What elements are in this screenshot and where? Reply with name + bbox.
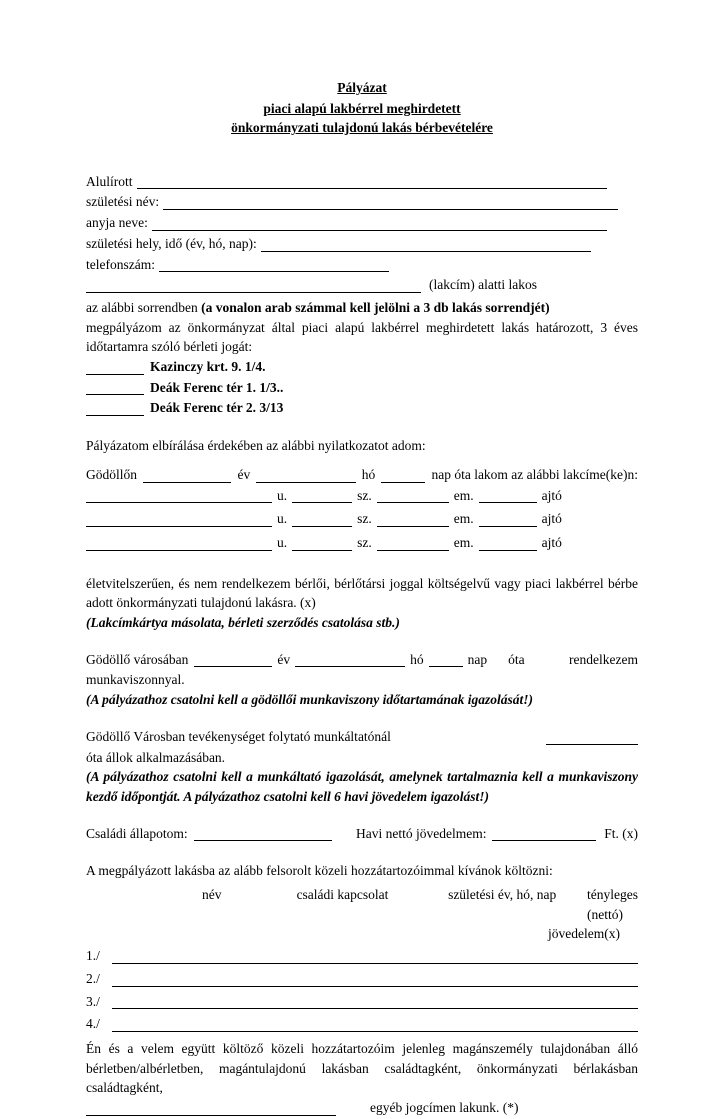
address-ajto-label-3: ajtó: [541, 534, 562, 550]
employer-line: [86, 727, 638, 748]
employment-second-line: munkaviszonnyal.: [86, 672, 185, 688]
closing-section: [86, 1039, 638, 1119]
movers-intro: A megpályázott lakásba az alább felsorolt közeli hozzátartozóimmal kívánok költözni:: [86, 863, 553, 879]
declaration-section: [86, 436, 638, 633]
identity-section: [86, 172, 638, 296]
family-status-label: Családi állapotom:: [86, 825, 188, 841]
employment-month-label: hó: [410, 651, 424, 667]
mover-row-1: [86, 946, 638, 967]
employment-year-input[interactable]: [194, 647, 272, 668]
option-label-2: Deák Ferenc tér 1. 1/3..: [150, 379, 284, 395]
employment-city-label: Gödöllő városában: [86, 651, 189, 667]
address-em-label-1: em.: [453, 487, 474, 503]
option-label-3: Deák Ferenc tér 2. 3/13: [150, 400, 284, 416]
address-sz-label-3: sz.: [357, 534, 372, 550]
mover-number-3: 3./: [86, 993, 100, 1009]
document-title: [86, 78, 638, 138]
mover-number-4: 4./: [86, 1016, 100, 1032]
mover-number-2: 2./: [86, 970, 100, 986]
mover-input-2[interactable]: [112, 966, 638, 987]
title-line-2: piaci alapú lakbérrel meghirdetett: [263, 100, 461, 116]
address-row-3: [86, 533, 638, 554]
address-em-label-3: em.: [453, 534, 474, 550]
mover-input-1[interactable]: [112, 943, 638, 964]
family-section: [86, 824, 638, 1035]
address-u-label-3: u.: [277, 534, 288, 550]
closing-input[interactable]: [86, 1095, 336, 1116]
employer-second-line: óta állok alkalmazásában.: [86, 749, 226, 765]
order-paragraph: megpályázom az önkormányzat által piaci alapú lakbérrel meghirdetett lakás határozott, 3 éves időtartamra szóló bérleti jogát:: [86, 319, 638, 355]
income-input[interactable]: [492, 821, 596, 842]
employer-note: (A pályázathoz csatolni kell a munkáltató igazolását, amelynek tartalmaznia kell a munkaviszony kezdő időpontját. A pályázathoz csatolni kell 6 havi jövedelem igazolást!): [86, 769, 638, 804]
field-lakcim: [86, 275, 638, 296]
address-u-label-2: u.: [277, 511, 288, 527]
residence-since-label: nap óta lakom az alábbi lakcíme(ke)n:: [431, 466, 638, 482]
input-telefonszam[interactable]: [159, 252, 389, 273]
label-szuletesi-hely-ido: születési hely, idő (év, hó, nap):: [86, 235, 257, 251]
closing-tail: egyéb jogcímen lakunk. (*): [370, 1100, 519, 1116]
label-anyja-neve: anyja neve:: [86, 215, 148, 231]
order-section: [86, 298, 638, 419]
currency-label: Ft. (x): [604, 825, 638, 841]
employer-label: Gödöllő Városban tevékenységet folytató munkáltatónál: [86, 728, 391, 744]
employment-ota-label: óta: [508, 651, 525, 667]
address-door-input-2[interactable]: [479, 506, 537, 527]
mover-number-1: 1./: [86, 948, 100, 964]
declaration-intro: Pályázatom elbírálása érdekében az alábbi nyilatkozatot adom:: [86, 438, 426, 454]
residence-city-label: Gödöllőn: [86, 466, 138, 482]
mover-row-2: [86, 969, 638, 990]
address-number-input-2[interactable]: [292, 506, 352, 527]
lifelike-paragraph: életvitelszerűen, és nem rendelkezem bérlői, bérlőtársi joggal költségelvű vagy piaci lakbérrel bérbe adott önkormányzati tulajdonú lakásra. (x): [86, 575, 638, 611]
employment-right-label: rendelkezem: [569, 651, 638, 667]
address-street-input-2[interactable]: [86, 506, 272, 527]
address-number-input-1[interactable]: [292, 483, 352, 504]
closing-tail-line: [86, 1098, 638, 1119]
option-row-1: [86, 357, 638, 378]
residence-day-input[interactable]: [381, 462, 425, 483]
address-sz-label-1: sz.: [357, 487, 372, 503]
input-szuletesi-nev[interactable]: [163, 189, 618, 210]
movers-columns-header: [86, 885, 638, 924]
input-szuletesi-hely-ido[interactable]: [261, 231, 591, 252]
residence-year-input[interactable]: [143, 462, 231, 483]
column-header-nev: név: [202, 887, 222, 903]
address-em-label-2: em.: [453, 511, 474, 527]
income-label: Havi nettó jövedelmem:: [356, 825, 487, 841]
address-floor-input-3[interactable]: [377, 530, 449, 551]
input-anyja-neve[interactable]: [152, 210, 607, 231]
column-header-szuletes: születési év, hó, nap: [448, 887, 557, 903]
title-line-1: Pályázat: [337, 80, 387, 95]
label-alulirott: Alulírott: [86, 173, 133, 189]
employment-day-label: nap: [467, 651, 488, 667]
option-rank-input-1[interactable]: [86, 354, 144, 375]
mover-row-3: [86, 992, 638, 1013]
address-street-input-1[interactable]: [86, 483, 272, 504]
option-rank-input-2[interactable]: [86, 375, 144, 396]
address-u-label-1: u.: [277, 487, 288, 503]
address-street-input-3[interactable]: [86, 530, 272, 551]
address-row-2: [86, 509, 638, 530]
address-sz-label-2: sz.: [357, 511, 372, 527]
mover-input-3[interactable]: [112, 989, 638, 1010]
input-lakcim[interactable]: [86, 272, 421, 293]
column-header-kapcsolat: családi kapcsolat: [296, 887, 389, 903]
address-ajto-label-2: ajtó: [541, 511, 562, 527]
option-rank-input-3[interactable]: [86, 395, 144, 416]
address-door-input-1[interactable]: [479, 483, 537, 504]
employment-month-input[interactable]: [295, 647, 405, 668]
address-floor-input-2[interactable]: [377, 506, 449, 527]
column-header-jovedelem-2: jövedelem(x): [548, 926, 620, 942]
input-alulirott[interactable]: [137, 169, 607, 190]
employment-year-label: év: [277, 651, 291, 667]
family-status-input[interactable]: [194, 821, 332, 842]
label-telefonszam: telefonszám:: [86, 256, 155, 272]
residence-month-label: hó: [361, 466, 376, 482]
employment-city-line: [86, 650, 638, 671]
order-intro-line: [86, 298, 638, 318]
mover-row-4: [86, 1014, 638, 1035]
column-header-jovedelem: tényleges (nettó): [587, 887, 638, 922]
label-lakcim-suffix: (lakcím) alatti lakos: [429, 277, 537, 293]
order-prefix: az alábbi sorrendben: [86, 299, 198, 315]
address-door-input-3[interactable]: [479, 530, 537, 551]
option-label-1: Kazinczy krt. 9. 1/4.: [150, 359, 266, 375]
employer-date-input[interactable]: [546, 724, 638, 745]
residence-month-input[interactable]: [256, 462, 356, 483]
family-status-line: [86, 824, 638, 845]
employment-note: (A pályázathoz csatolni kell a gödöllői munkaviszony időtartamának igazolását!): [86, 692, 534, 708]
employment-section: [86, 650, 638, 807]
title-line-3: önkormányzati tulajdonú lakás bérbevételére: [231, 120, 493, 136]
attachment-note: (Lakcímkártya másolata, bérleti szerződés csatolása stb.): [86, 615, 400, 631]
option-row-3: [86, 398, 638, 419]
residence-year-label: év: [237, 466, 251, 482]
option-row-2: [86, 378, 638, 399]
mover-input-4[interactable]: [112, 1011, 638, 1032]
address-row-1: [86, 486, 638, 507]
label-szuletesi-nev: születési név:: [86, 194, 160, 210]
address-floor-input-1[interactable]: [377, 483, 449, 504]
order-bold-note: (a vonalon arab számmal kell jelölni a 3 db lakás sorrendjét): [201, 299, 550, 315]
closing-text: Én és a velem együtt költöző közeli hozzátartozóim jelenleg magánszemély tulajdonában álló bérletben/albérletben, magántulajdonú lakásban családtagként, önkormányzati bérlakásban családtagként,: [86, 1041, 638, 1096]
address-number-input-3[interactable]: [292, 530, 352, 551]
address-ajto-label-1: ajtó: [541, 487, 562, 503]
employment-day-input[interactable]: [429, 647, 463, 668]
